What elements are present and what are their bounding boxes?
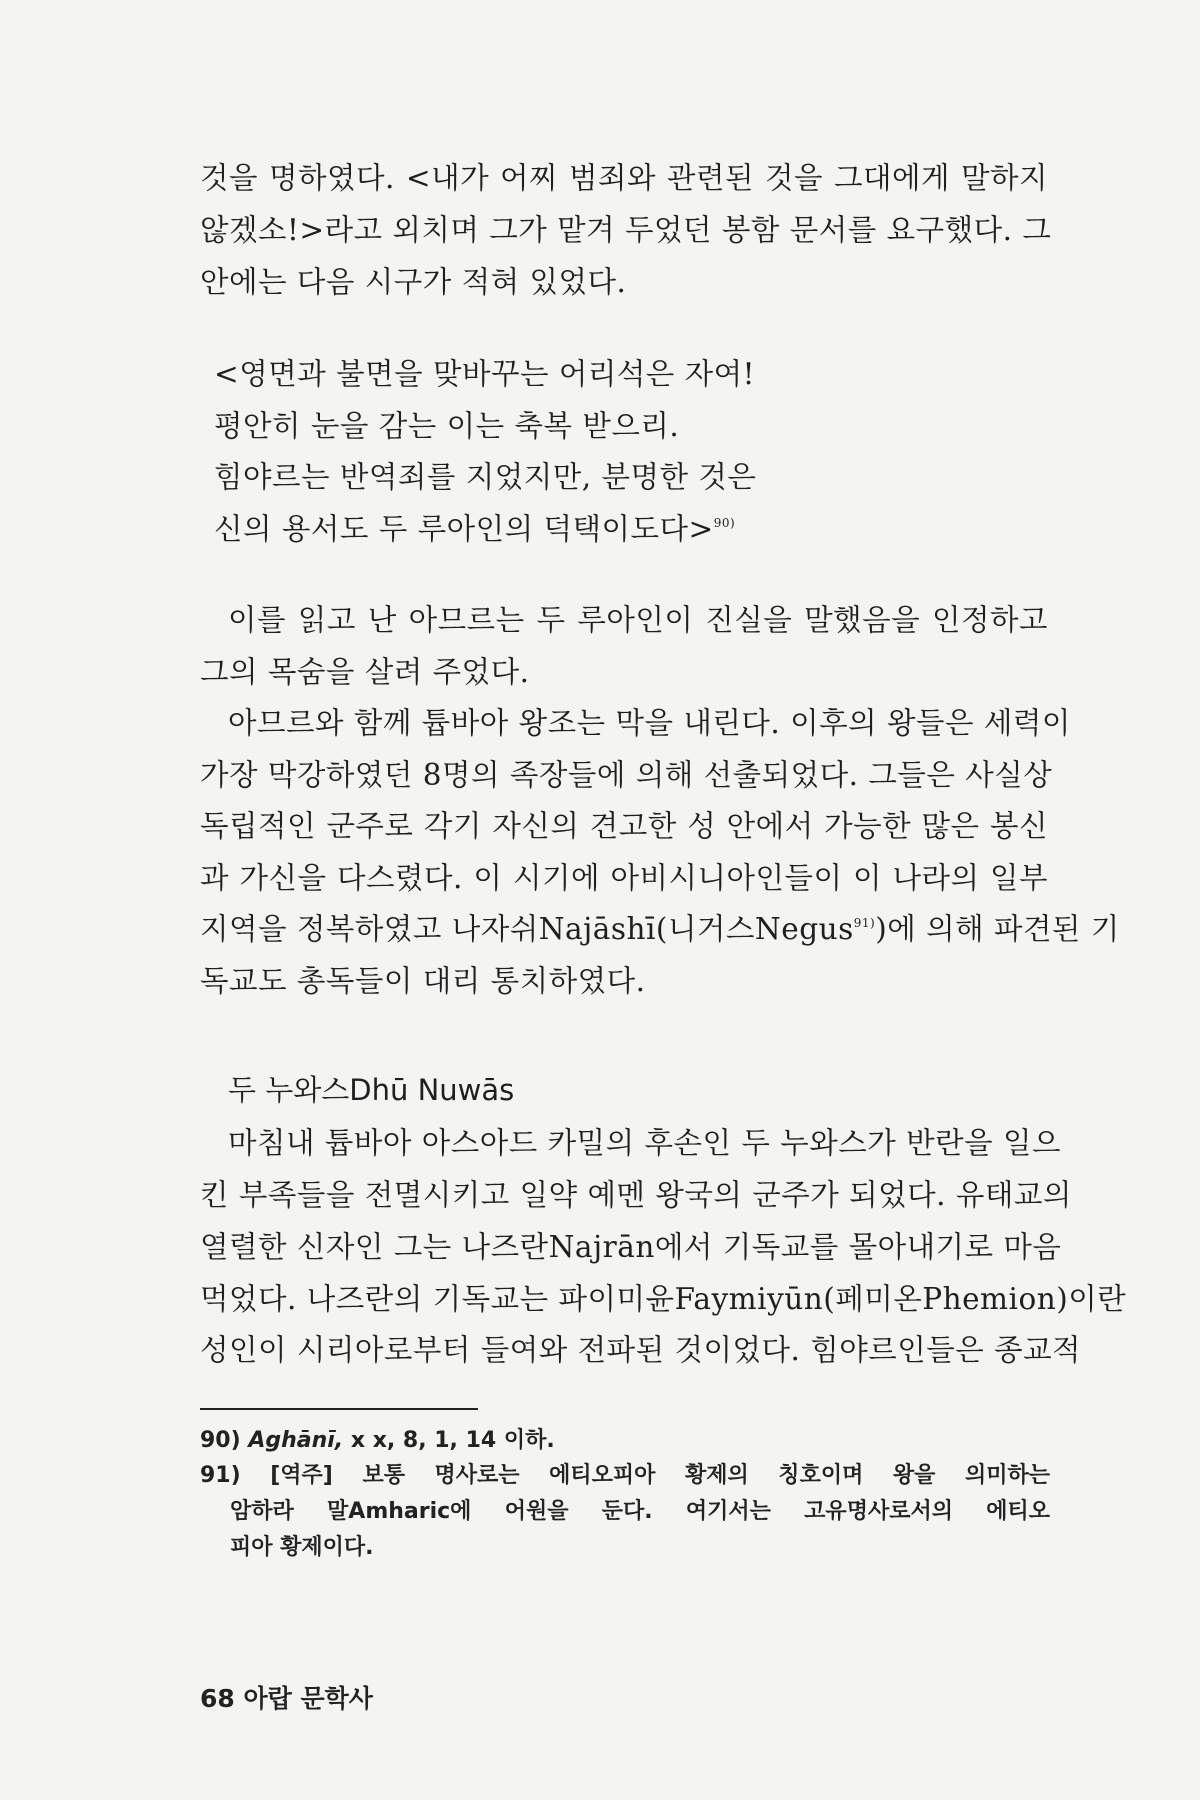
- paragraph-line: 킨 부족들을 전멸시키고 일약 예멘 왕국의 군주가 되었다. 유태교의: [200, 1178, 1072, 1212]
- paragraph-line: 안에는 다음 시구가 적혀 있었다.: [200, 265, 627, 299]
- line-text: )에 의해 파견된 기: [875, 912, 1120, 946]
- paragraph-line: 아므르와 함께 튭바아 왕조는 막을 내린다. 이후의 왕들은 세력이: [228, 706, 1071, 740]
- verse-line: <영면과 불면을 맞바꾸는 어리석은 자여!: [214, 357, 756, 391]
- footnote-91-line: 피아 황제이다.: [230, 1535, 374, 1560]
- paragraph-line: 가장 막강하였던 8명의 족장들에 의해 선출되었다. 그들은 사실상: [200, 758, 1053, 792]
- section-heading: 두 누와스Dhū Nuwās: [228, 1073, 515, 1107]
- paragraph-line: 않겠소!>라고 외치며 그가 맡겨 두었던 봉함 문서를 요구했다. 그: [200, 213, 1052, 247]
- paragraph-line: 먹었다. 나즈란의 기독교는 파이미윤Faymiyūn(페미온Phemion)이란: [200, 1282, 1127, 1316]
- paragraph-line: 이를 읽고 난 아므르는 두 루아인이 진실을 말했음을 인정하고: [228, 603, 1048, 637]
- footnote-90: [200, 1424, 1050, 1457]
- verse-line-last: [214, 509, 735, 549]
- paragraph-line: [200, 909, 1120, 949]
- paragraph-line: 열렬한 신자인 그는 나즈란Najrān에서 기독교를 몰아내기로 마음: [200, 1230, 1062, 1264]
- footnote-mark-90: 90): [713, 516, 736, 530]
- paragraph-line: 과 가신을 다스렸다. 이 시기에 아비시니아인들이 이 나라의 일부: [200, 861, 1048, 895]
- footnote-mark-91: 91): [853, 916, 876, 930]
- footnote-label: 90): [200, 1428, 241, 1453]
- footnote-rule: [200, 1408, 478, 1410]
- paragraph-line: 독립적인 군주로 각기 자신의 견고한 성 안에서 가능한 많은 봉신: [200, 809, 1048, 843]
- verse-line-text: 신의 용서도 두 루아인의 덕택이도다>: [214, 512, 714, 546]
- paragraph-line: 것을 명하였다. <내가 어찌 범죄와 관련된 것을 그대에게 말하지: [200, 161, 1048, 195]
- footnote-91-line: 91) [역주] 보통 명사로는 에티오피아 황제의 칭호이며 왕을 의미하는: [200, 1463, 1050, 1488]
- paragraph-line: 성인이 시리아로부터 들여와 전파된 것이었다. 힘야르인들은 종교적: [200, 1333, 1082, 1367]
- footnote-text: x x, 8, 1, 14 이하.: [350, 1428, 555, 1453]
- line-text: 지역을 정복하였고 나자쉬Najāshī(니거스Negus: [200, 912, 854, 946]
- footnote-source-title: Aghānī,: [248, 1428, 344, 1453]
- verse-line: 평안히 눈을 감는 이는 축복 받으리.: [214, 409, 680, 443]
- paragraph-line: 그의 목숨을 살려 주었다.: [200, 655, 530, 689]
- footnote-91-line: 암하라 말Amharic에 어원을 둔다. 여기서는 고유명사로서의 에티오: [230, 1499, 1050, 1524]
- page-folio: 68 아랍 문학사: [200, 1684, 373, 1713]
- paragraph-line: 독교도 총독들이 대리 통치하였다.: [200, 964, 646, 998]
- paragraph-line: 마침내 튭바아 아스아드 카밀의 후손인 두 누와스가 반란을 일으: [228, 1126, 1061, 1160]
- verse-line: 힘야르는 반역죄를 지었지만, 분명한 것은: [214, 460, 757, 494]
